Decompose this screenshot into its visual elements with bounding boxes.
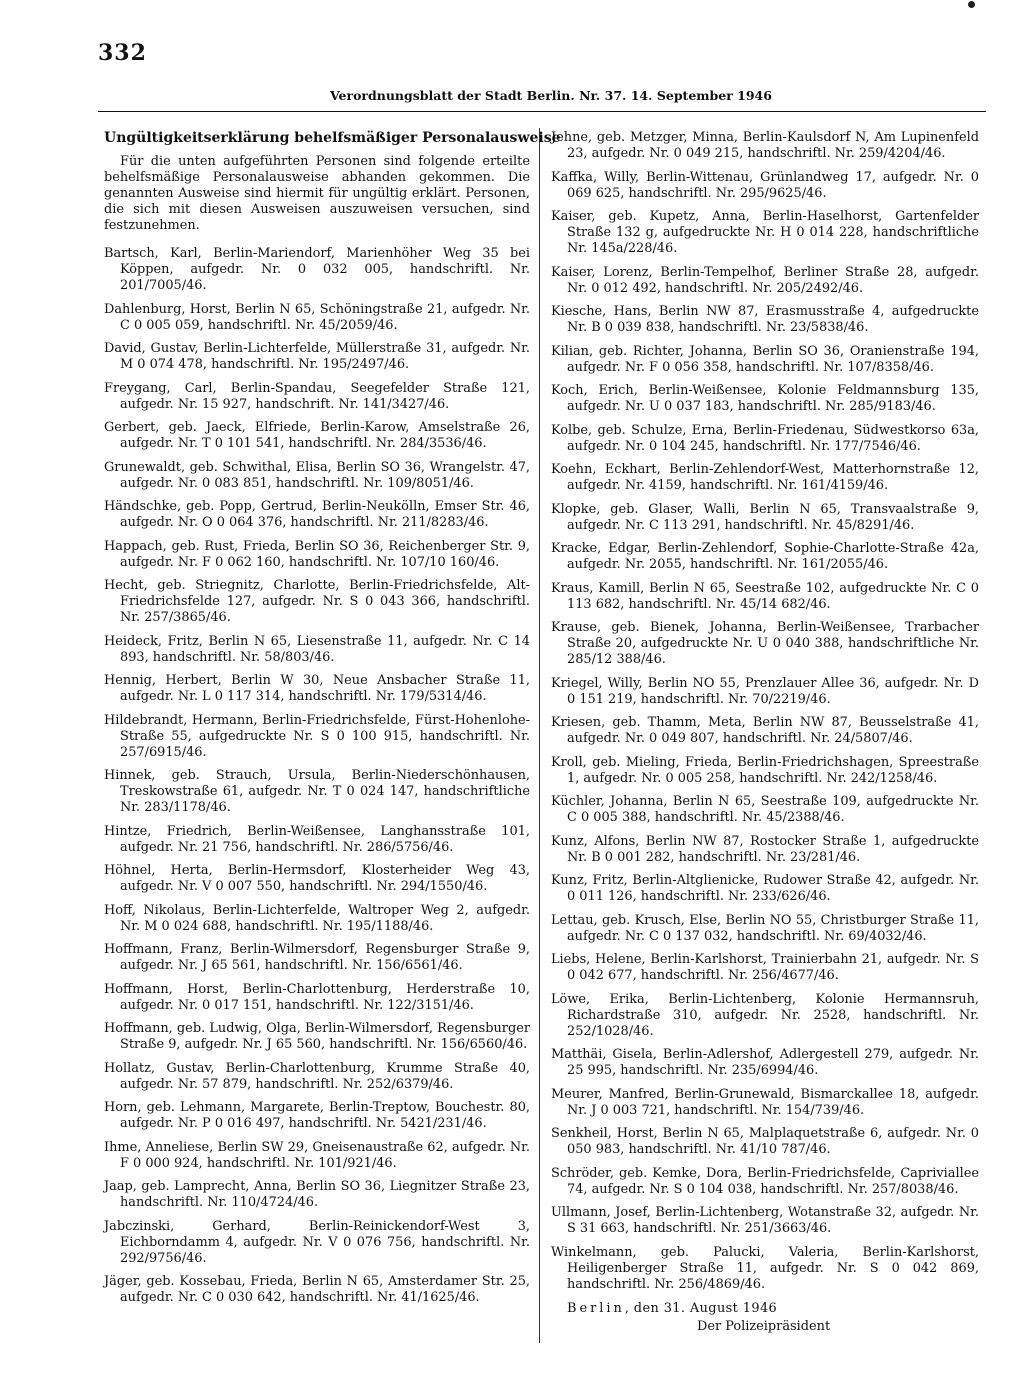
list-item: Matthäi, Gisela, Berlin-Adlershof, Adlergestell 279, aufgedr. Nr. 25 995, handschriftl. Nr. 235/6994/46.: [551, 1047, 979, 1078]
list-item: Winkelmann, geb. Palucki, Valeria, Berlin-Karlshorst, Heiligenberger Straße 11, aufgedr. Nr. S 0 042 869, handschriftl. Nr. 256/4869/46.: [551, 1244, 979, 1292]
list-item: Hoffmann, geb. Ludwig, Olga, Berlin-Wilmersdorf, Regensburger Straße 9, aufgedr. Nr. J 65 560, handschriftl. Nr. 156/6560/46.: [104, 1021, 530, 1052]
list-item: Ullmann, Josef, Berlin-Lichtenberg, Wotanstraße 32, aufgedr. Nr. S 31 663, handschriftl. Nr. 251/3663/46.: [551, 1205, 979, 1236]
list-item: Kracke, Edgar, Berlin-Zehlendorf, Sophie-Charlotte-Straße 42a, aufgedr. Nr. 2055, handschriftl. Nr. 161/2055/46.: [551, 541, 979, 572]
list-item: Bartsch, Karl, Berlin-Mariendorf, Marienhöher Weg 35 bei Köppen, aufgedr. Nr. 0 032 005, handschriftl. Nr. 201/7005/46.: [104, 246, 530, 293]
right-column: [551, 130, 979, 1335]
list-item: Hoffmann, Franz, Berlin-Wilmersdorf, Regensburger Straße 9, aufgedr. Nr. J 65 561, handschriftl. Nr. 156/6561/46.: [104, 942, 530, 973]
list-item: Grunewaldt, geb. Schwithal, Elisa, Berlin SO 36, Wrangelstr. 47, aufgedr. Nr. 0 083 851, handschriftl. Nr. 109/8051/46.: [104, 459, 530, 491]
list-item: Senkheil, Horst, Berlin N 65, Malplaquetstraße 6, aufgedr. Nr. 0 050 983, handschriftl. Nr. 41/10 787/46.: [551, 1126, 979, 1157]
signature-authority: Der Polizeipräsident: [697, 1318, 831, 1334]
list-item: Krause, geb. Bienek, Johanna, Berlin-Weißensee, Trarbacher Straße 20, aufgedruckte Nr. U 0 040 388, handschriftliche Nr. 285/12 388/46.: [551, 620, 979, 667]
list-item: Hintze, Friedrich, Berlin-Weißensee, Langhansstraße 101, aufgedr. Nr. 21 756, handschriftl. Nr. 286/5756/46.: [104, 823, 530, 855]
left-column: [104, 130, 561, 1314]
list-item: Happach, geb. Rust, Frieda, Berlin SO 36, Reichenberger Str. 9, aufgedr. Nr. F 0 062 160, handschriftl. Nr. 107/10 160/46.: [104, 538, 530, 570]
column-divider: [539, 128, 540, 1343]
list-item: Klopke, geb. Glaser, Walli, Berlin N 65, Transvaalstraße 9, aufgedr. Nr. C 113 291, handschriftl. Nr. 45/8291/46.: [551, 501, 979, 533]
list-item: Löwe, Erika, Berlin-Lichtenberg, Kolonie Hermannsruh, Richardstraße 310, aufgedr. Nr. 2528, handschriftl. Nr. 252/1028/46.: [551, 991, 979, 1039]
list-item: Kraus, Kamill, Berlin N 65, Seestraße 102, aufgedruckte Nr. C 0 113 682, handschriftl. Nr. 45/14 682/46.: [551, 580, 979, 612]
list-item: Freygang, Carl, Berlin-Spandau, Seegefelder Straße 121, aufgedr. Nr. 15 927, handschrift. Nr. 141/3427/46.: [104, 380, 530, 412]
right-entry-list: [551, 130, 979, 1293]
list-item: Hollatz, Gustav, Berlin-Charlottenburg, Krumme Straße 40, aufgedr. Nr. 57 879, handschriftl. Nr. 252/6379/46.: [104, 1060, 530, 1092]
running-header: Verordnungsblatt der Stadt Berlin. Nr. 37. 14. September 1946: [330, 88, 772, 103]
list-item: Jabczinski, Gerhard, Berlin-Reinickendorf-West 3, Eichborndamm 4, aufgedr. Nr. V 0 076 756, handschriftl. Nr. 292/9756/46.: [104, 1218, 530, 1266]
signature-date-line: [567, 1301, 979, 1317]
list-item: Hoffmann, Horst, Berlin-Charlottenburg, Herderstraße 10, aufgedr. Nr. 0 017 151, handschriftl. Nr. 122/3151/46.: [104, 981, 530, 1013]
list-item: Meurer, Manfred, Berlin-Grunewald, Bismarckallee 18, aufgedr. Nr. J 0 003 721, handschriftl. Nr. 154/739/46.: [551, 1086, 979, 1118]
list-item: Küchler, Johanna, Berlin N 65, Seestraße 109, aufgedruckte Nr. C 0 005 388, handschriftl. Nr. 45/2388/46.: [551, 794, 979, 825]
list-item: Schröder, geb. Kemke, Dora, Berlin-Friedrichsfelde, Capriviallee 74, aufgedr. Nr. S 0 104 038, handschriftl. Nr. 257/8038/46.: [551, 1165, 979, 1197]
list-item: Kolbe, geb. Schulze, Erna, Berlin-Friedenau, Südwestkorso 63a, aufgedr. Nr. 0 104 245, handschriftl. Nr. 177/7546/46.: [551, 422, 979, 454]
scan-speck: [968, 1, 975, 8]
list-item: Kaffka, Willy, Berlin-Wittenau, Grünlandweg 17, aufgedr. Nr. 0 069 625, handschriftl. Nr. 295/9625/46.: [551, 169, 979, 201]
list-item: Kunz, Fritz, Berlin-Altglienicke, Rudower Straße 42, aufgedr. Nr. 0 011 126, handschriftl. Nr. 233/626/46.: [551, 873, 979, 904]
list-item: Jehne, geb. Metzger, Minna, Berlin-Kaulsdorf N, Am Lupinenfeld 23, aufgedr. Nr. 0 049 215, handschriftl. Nr. 259/4204/46.: [551, 130, 979, 161]
list-item: Kriegel, Willy, Berlin NO 55, Prenzlauer Allee 36, aufgedr. Nr. D 0 151 219, handschriftl. Nr. 70/2219/46.: [551, 675, 979, 707]
list-item: Ihme, Anneliese, Berlin SW 29, Gneisenaustraße 62, aufgedr. Nr. F 0 000 924, handschriftl. Nr. 101/921/46.: [104, 1139, 530, 1171]
left-entry-list: [104, 246, 530, 1306]
page-number: 332: [98, 40, 147, 66]
list-item: Kunz, Alfons, Berlin NW 87, Rostocker Straße 1, aufgedruckte Nr. B 0 001 282, handschriftl. Nr. 23/281/46.: [551, 833, 979, 865]
list-item: Kaiser, geb. Kupetz, Anna, Berlin-Haselhorst, Gartenfelder Straße 132 g, aufgedruckte Nr. H 0 014 228, handschriftliche Nr. 145a/228/46.: [551, 209, 979, 256]
list-item: Hennig, Herbert, Berlin W 30, Neue Ansbacher Straße 11, aufgedr. Nr. L 0 117 314, handschriftl. Nr. 179/5314/46.: [104, 673, 530, 704]
list-item: Höhnel, Herta, Berlin-Hermsdorf, Klosterheider Weg 43, aufgedr. Nr. V 0 007 550, handschriftl. Nr. 294/1550/46.: [104, 863, 530, 894]
list-item: Liebs, Helene, Berlin-Karlshorst, Trainierbahn 21, aufgedr. Nr. S 0 042 677, handschriftl. Nr. 256/4677/46.: [551, 952, 979, 983]
list-item: Jaap, geb. Lamprecht, Anna, Berlin SO 36, Liegnitzer Straße 23, handschriftl. Nr. 110/4724/46.: [104, 1179, 530, 1210]
list-item: Kiesche, Hans, Berlin NW 87, Erasmusstraße 4, aufgedruckte Nr. B 0 039 838, handschriftl. Nr. 23/5838/46.: [551, 304, 979, 335]
list-item: Kroll, geb. Mieling, Frieda, Berlin-Friedrichshagen, Spreestraße 1, aufgedr. Nr. 0 005 258, handschriftl. Nr. 242/1258/46.: [551, 754, 979, 786]
list-item: Kriesen, geb. Thamm, Meta, Berlin NW 87, Beusselstraße 41, aufgedr. Nr. 0 049 807, handschriftl. Nr. 24/5807/46.: [551, 715, 979, 746]
list-item: Koch, Erich, Berlin-Weißensee, Kolonie Feldmannsburg 135, aufgedr. Nr. U 0 037 183, handschriftl. Nr. 285/9183/46.: [551, 383, 979, 414]
header-rule: [98, 111, 986, 112]
list-item: Horn, geb. Lehmann, Margarete, Berlin-Treptow, Bouchestr. 80, aufgedr. Nr. P 0 016 497, handschriftl. Nr. 5421/231/46.: [104, 1100, 530, 1131]
list-item: Koehn, Eckhart, Berlin-Zehlendorf-West, Matterhornstraße 12, aufgedr. Nr. 4159, handschriftl. Nr. 161/4159/46.: [551, 462, 979, 493]
article-title: Ungültigkeitserklärung behelfsmäßiger Personalausweise: [104, 130, 561, 146]
list-item: Gerbert, geb. Jaeck, Elfriede, Berlin-Karow, Amselstraße 26, aufgedr. Nr. T 0 101 541, handschriftl. Nr. 284/3536/46.: [104, 420, 530, 451]
list-item: Hildebrandt, Hermann, Berlin-Friedrichsfelde, Fürst-Hohenlohe-Straße 55, aufgedruckte Nr. S 0 100 915, handschriftl. Nr. 257/6915/46.: [104, 712, 530, 760]
list-item: Kaiser, Lorenz, Berlin-Tempelhof, Berliner Straße 28, aufgedr. Nr. 0 012 492, handschriftl. Nr. 205/2492/46.: [551, 264, 979, 296]
list-item: Dahlenburg, Horst, Berlin N 65, Schöningstraße 21, aufgedr. Nr. C 0 005 059, handschriftl. Nr. 45/2059/46.: [104, 301, 530, 333]
list-item: Jäger, geb. Kossebau, Frieda, Berlin N 65, Amsterdamer Str. 25, aufgedr. Nr. C 0 030 642, handschriftl. Nr. 41/1625/46.: [104, 1274, 530, 1305]
list-item: Heideck, Fritz, Berlin N 65, Liesenstraße 11, aufgedr. Nr. C 14 893, handschriftl. Nr. 58/803/46.: [104, 633, 530, 665]
list-item: David, Gustav, Berlin-Lichterfelde, Müllerstraße 31, aufgedr. Nr. M 0 074 478, handschriftl. Nr. 195/2497/46.: [104, 341, 530, 372]
signature-city: Berlin: [567, 1300, 625, 1316]
list-item: Händschke, geb. Popp, Gertrud, Berlin-Neukölln, Emser Str. 46, aufgedr. Nr. O 0 064 376, handschriftl. Nr. 211/8283/46.: [104, 499, 530, 530]
list-item: Lettau, geb. Krusch, Else, Berlin NO 55, Christburger Straße 11, aufgedr. Nr. C 0 137 032, handschriftl. Nr. 69/4032/46.: [551, 912, 979, 944]
list-item: Hecht, geb. Striegnitz, Charlotte, Berlin-Friedrichsfelde, Alt-Friedrichsfelde 127, aufgedr. Nr. S 0 043 366, handschriftl. Nr. 257/3865/46.: [104, 578, 530, 625]
signature-date: , den 31. August 1946: [624, 1300, 778, 1316]
list-item: Hinnek, geb. Strauch, Ursula, Berlin-Niederschönhausen, Treskowstraße 61, aufgedr. Nr. T 0 024 147, handschriftliche Nr. 283/1178/46.: [104, 768, 530, 815]
list-item: Hoff, Nikolaus, Berlin-Lichterfelde, Waltroper Weg 2, aufgedr. Nr. M 0 024 688, handschriftl. Nr. 195/1188/46.: [104, 902, 530, 934]
list-item: Kilian, geb. Richter, Johanna, Berlin SO 36, Oranienstraße 194, aufgedr. Nr. F 0 056 358, handschriftl. Nr. 107/8358/46.: [551, 343, 979, 375]
article-intro: Für die unten aufgeführten Personen sind folgende erteilte behelfsmäßige Personalausweise abhanden gekommen. Die genannten Ausweise sind hiermit für ungültig erklärt. Personen, die sich mit diesen Ausweisen auszuweisen versuchen, sind festzunehmen.: [104, 154, 530, 233]
